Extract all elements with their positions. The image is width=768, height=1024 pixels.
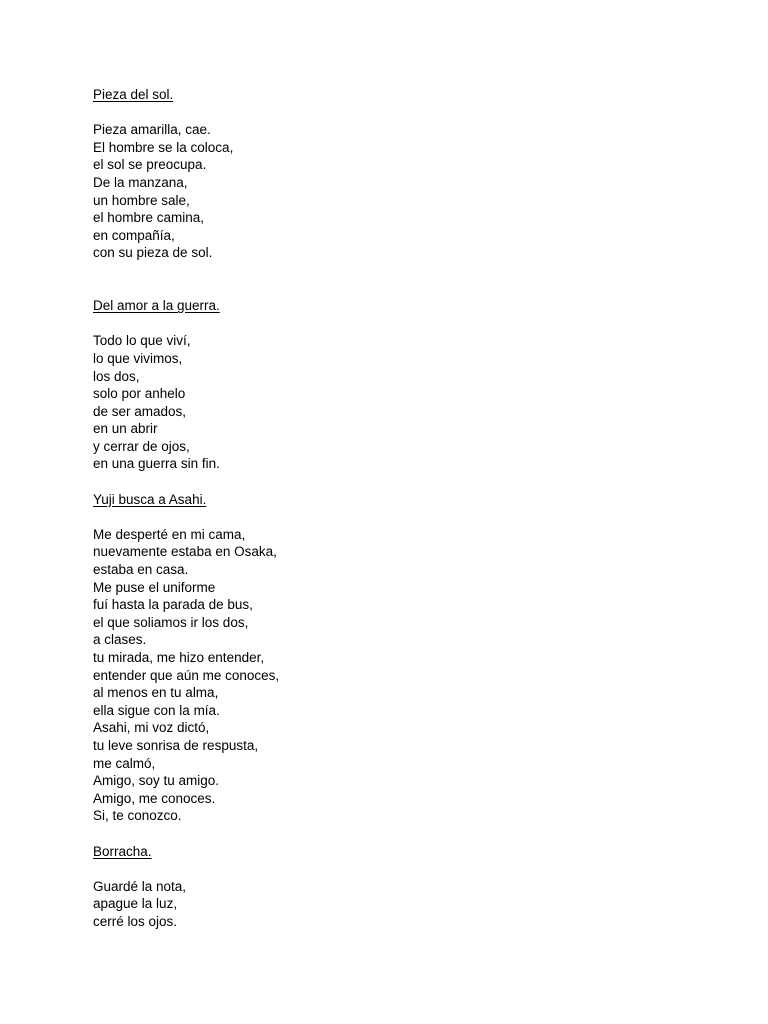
blank-line: [93, 262, 733, 280]
poem-title: Pieza del sol.: [93, 87, 174, 102]
poem-line: tu mirada, me hizo entender,: [93, 650, 265, 665]
poem-line: solo por anhelo: [93, 386, 186, 402]
poem-line: Pieza amarilla, cae.: [93, 122, 211, 138]
poem-line: Todo lo que viví,: [93, 333, 191, 349]
poem-line: Amigo, soy tu amigo.: [93, 773, 220, 789]
poem-line: me calmó,: [93, 755, 156, 771]
blank-line: [93, 315, 733, 333]
poem-yuji-busca-a-asahi: [93, 491, 733, 825]
blank-line: [93, 280, 733, 298]
poem-line: a clases.: [93, 632, 147, 648]
poem-line: Guardé la nota,: [93, 878, 187, 894]
document-page: [93, 86, 733, 931]
poem-line: Me desperté en mi cama,: [93, 526, 246, 542]
poem-borracha: [93, 843, 733, 931]
blank-line: [93, 825, 733, 843]
poem-line: el hombre camina,: [93, 210, 205, 226]
poem-line: al menos en tu alma,: [93, 685, 219, 701]
poem-line: Me puse el uniforme: [93, 579, 216, 595]
poem-line: los dos,: [93, 368, 140, 384]
poem-line: El hombre se la coloca,: [93, 139, 234, 155]
poem-line: en compañía,: [93, 227, 175, 243]
poem-line: el sol se preocupa.: [93, 157, 207, 173]
poem-line: con su pieza de sol.: [93, 245, 213, 261]
poem-line: un hombre sale,: [93, 192, 190, 208]
poem-line: De la manzana,: [93, 174, 188, 190]
poem-title: Yuji busca a Asahi.: [93, 491, 207, 507]
poem-line: y cerrar de ojos,: [93, 438, 190, 454]
poem-line: en un abrir: [93, 421, 158, 437]
blank-line: [93, 473, 733, 491]
poem-line: entender que aún me conoces,: [93, 667, 280, 683]
poem-line: Asahi, mi voz dictó,: [93, 720, 210, 736]
poem-line: Amigo, me conoces.: [93, 790, 216, 806]
poem-line: lo que vivimos,: [93, 350, 183, 366]
poem-title: Del amor a la guerra.: [93, 298, 220, 314]
poem-del-amor-a-la-guerra: [93, 297, 733, 473]
poem-line: nuevamente estaba en Osaka,: [93, 544, 277, 560]
poem-line: cerré los ojos.: [93, 913, 178, 929]
poem-line: de ser amados,: [93, 403, 187, 419]
poem-line: apague la luz,: [93, 896, 178, 912]
poem-line: fuí hasta la parada de bus,: [93, 597, 253, 613]
poem-line: tu leve sonrisa de respusta,: [93, 737, 259, 753]
blank-line: [93, 104, 733, 122]
poem-pieza-del-sol: [93, 86, 733, 262]
poem-line: en una guerra sin fin.: [93, 456, 220, 472]
poem-title: Borracha.: [93, 843, 152, 859]
poem-line: Si, te conozco.: [93, 808, 182, 824]
poem-line: el que soliamos ir los dos,: [93, 614, 249, 630]
poem-line: ella sigue con la mía.: [93, 702, 220, 718]
poem-line: estaba en casa.: [93, 562, 189, 578]
blank-line: [93, 860, 733, 878]
blank-line: [93, 508, 733, 526]
